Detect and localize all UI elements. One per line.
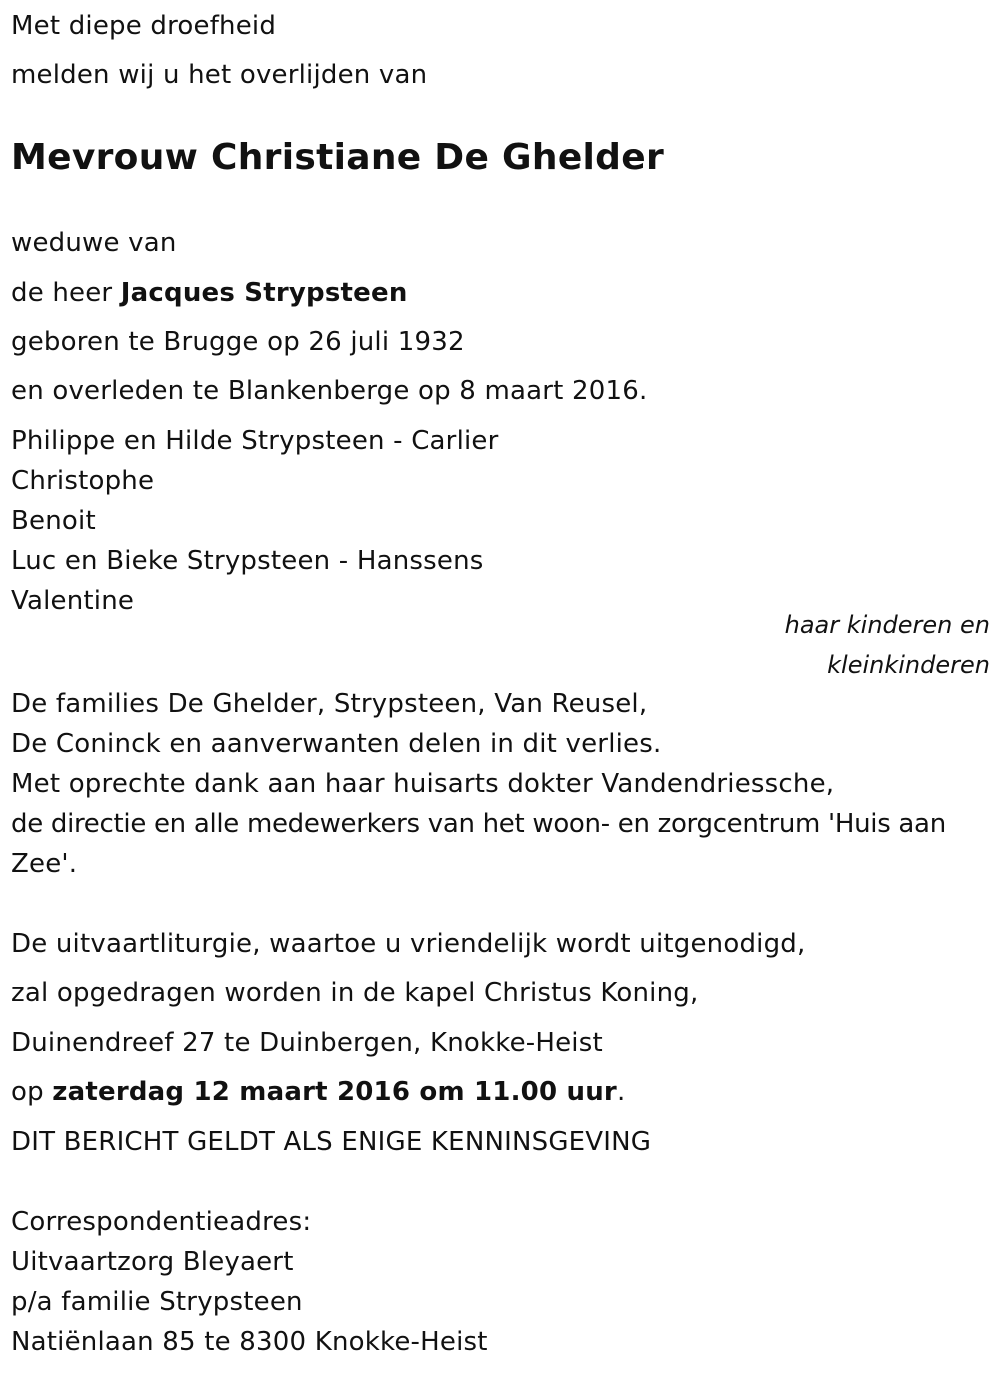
correspondence-heading: Correspondentieadres: [11,1207,312,1237]
families-line-4: de directie en alle medewerkers van het woon- en zorgcentrum 'Huis aan [11,809,946,839]
correspondence-line-2: p/a familie Strypsteen [11,1287,303,1317]
families-line-2: De Coninck en aanverwanten delen in dit verlies. [11,729,662,759]
correspondence-line-3: Natiënlaan 85 te 8300 Knokke-Heist [11,1327,488,1357]
children-line-1: Philippe en Hilde Strypsteen - Carlier [11,426,499,456]
families-line-1: De families De Ghelder, Strypsteen, Van Reusel, [11,689,648,719]
death-line: en overleden te Blankenberge op 8 maart 2016. [11,376,648,406]
spouse-name: Jacques Strypsteen [120,278,408,308]
ceremony-line-2: zal opgedragen worden in de kapel Christus Koning, [11,978,699,1008]
children-line-3: Benoit [11,506,96,536]
families-line-3: Met oprechte dank aan haar huisarts dokter Vandendriessche, [11,769,835,799]
deceased-name: Mevrouw Christiane De Ghelder [11,137,665,178]
children-caption-2: kleinkinderen [827,651,990,679]
intro-line-1: Met diepe droefheid [11,11,277,41]
children-line-5: Valentine [11,586,135,616]
date-prefix: op [11,1077,53,1107]
spouse-prefix: de heer [11,278,121,308]
children-caption-1: haar kinderen en [784,611,990,639]
ceremony-line-1: De uitvaartliturgie, waartoe u vriendelijk wordt uitgenodigd, [11,929,806,959]
correspondence-line-1: Uitvaartzorg Bleyaert [11,1247,294,1277]
date-suffix: . [616,1077,626,1107]
ceremony-line-3: Duinendreef 27 te Duinbergen, Knokke-Heist [11,1028,603,1058]
families-line-5: Zee'. [11,849,78,879]
spouse-line-1: weduwe van [11,228,177,258]
intro-line-2: melden wij u het overlijden van [11,60,428,90]
birth-line: geboren te Brugge op 26 juli 1932 [11,327,465,357]
ceremony-date: zaterdag 12 maart 2016 om 11.00 uur [52,1077,617,1107]
children-line-2: Christophe [11,466,155,496]
ceremony-date-line [11,1076,625,1108]
children-line-4: Luc en Bieke Strypsteen - Hanssens [11,546,484,576]
spouse-line-2 [11,277,408,309]
notice-line: DIT BERICHT GELDT ALS ENIGE KENNINSGEVING [11,1127,652,1157]
